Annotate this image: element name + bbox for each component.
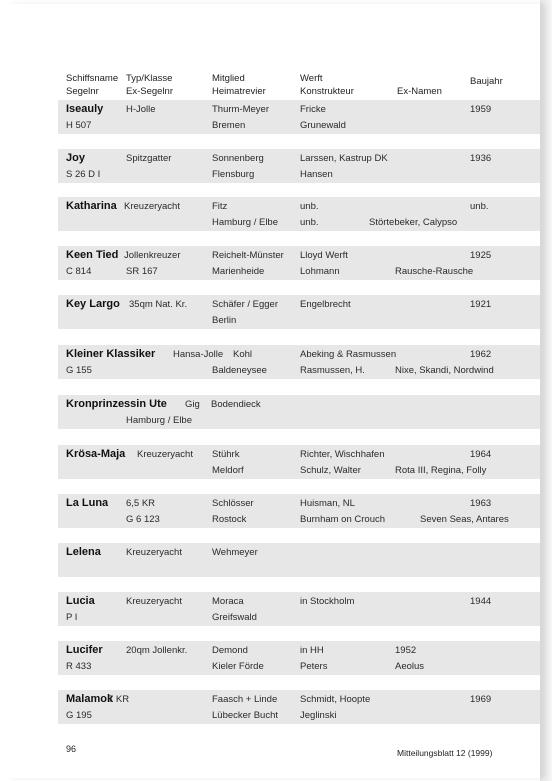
cell-revier: Greifswald xyxy=(212,612,257,623)
cell-member: Moraca xyxy=(212,596,244,607)
cell-baujahr: 1969 xyxy=(470,694,492,705)
cell-member: Fitz xyxy=(212,201,228,212)
cell-member: Sonnenberg xyxy=(212,153,264,164)
cell-exsegel: G 6 123 xyxy=(126,514,160,525)
cell-konstr: Hansen xyxy=(300,169,333,180)
header-werft: Werft xyxy=(300,73,323,84)
cell-werft: Lloyd Werft xyxy=(300,250,348,261)
page-edge-shadow xyxy=(540,0,552,781)
cell-name: Joy xyxy=(66,152,85,164)
cell-exnamen: Nixe, Skandi, Nordwind xyxy=(395,365,494,376)
cell-werft: Larssen, Kastrup DK xyxy=(300,153,388,164)
cell-konstr: unb. xyxy=(300,217,319,228)
cell-name: Krösa-Maja xyxy=(66,448,126,460)
cell-revier: Baldeneysee xyxy=(212,365,267,376)
header-schiffsname: Schiffsname xyxy=(66,73,119,84)
cell-segelnr: R 433 xyxy=(66,661,92,672)
cell-werft: Fricke xyxy=(300,104,326,115)
cell-werft: Richter, Wischhafen xyxy=(300,449,385,460)
cell-name: Kleiner Klassiker xyxy=(66,348,156,360)
cell-konstr: Jeglinski xyxy=(300,710,337,721)
cell-name: Key Largo xyxy=(66,298,120,310)
cell-konstr: Burnham on Crouch xyxy=(300,514,386,525)
cell-name: Lucifer xyxy=(66,644,103,656)
cell-name: La Luna xyxy=(66,497,109,509)
cell-exnamen: Rota III, Regina, Folly xyxy=(395,465,487,476)
cell-member: Thurm-Meyer xyxy=(212,104,270,115)
cell-werft: Abeking & Rasmussen xyxy=(300,349,397,360)
cell-revier: Bremen xyxy=(212,120,246,131)
cell-revier: Hamburg / Elbe xyxy=(126,415,193,426)
cell-werft: Engelbrecht xyxy=(300,299,351,310)
cell-segelnr: C 814 xyxy=(66,266,92,277)
cell-member: Wehmeyer xyxy=(212,547,258,558)
cell-werft: Huisman, NL xyxy=(300,498,355,509)
cell-baujahr: 1962 xyxy=(470,349,492,360)
cell-werft: Schmidt, Hoopte xyxy=(300,694,371,705)
cell-baujahr: 1936 xyxy=(470,153,492,164)
cell-revier: Meldorf xyxy=(212,465,244,476)
publication-name: Mitteilungsblatt 12 (1999) xyxy=(397,748,493,758)
cell-type: Jollenkreuzer xyxy=(124,250,181,261)
cell-type: 6,5 KR xyxy=(126,498,156,509)
cell-segelnr: G 155 xyxy=(66,365,92,376)
cell-type: H-Jolle xyxy=(126,104,156,115)
cell-segelnr: G 195 xyxy=(66,710,92,721)
cell-type: Kreuzeryacht xyxy=(124,201,180,212)
cell-revier: Berlin xyxy=(212,315,237,326)
header-heimatrevier: Heimatrevier xyxy=(212,86,266,97)
cell-revier: Kieler Förde xyxy=(212,661,264,672)
cell-type: Spitzgatter xyxy=(126,153,172,164)
cell-baujahr: 1959 xyxy=(470,104,492,115)
cell-segelnr: P I xyxy=(66,612,78,623)
cell-name: Iseauly xyxy=(66,103,104,115)
cell-segelnr: H 507 xyxy=(66,120,92,131)
cell-werft: in HH xyxy=(300,645,324,656)
cell-member: Bodendieck xyxy=(211,399,261,410)
cell-member: Stührk xyxy=(212,449,240,460)
cell-type: Kreuzeryacht xyxy=(137,449,193,460)
cell-name: Keen Tied xyxy=(66,249,119,261)
cell-baujahr: 1921 xyxy=(470,299,492,310)
cell-member: Demond xyxy=(212,645,248,656)
header-segelnr: Segelnr xyxy=(66,86,99,97)
page-number: 96 xyxy=(66,744,77,754)
cell-name: Kronprinzessin Ute xyxy=(66,398,167,410)
header-ex-segelnr: Ex-Segelnr xyxy=(126,86,173,97)
cell-name: Katharina xyxy=(66,200,117,212)
cell-konstr: Lohmann xyxy=(300,266,340,277)
cell-type: 7 KR xyxy=(108,694,130,705)
cell-type: 35qm Nat. Kr. xyxy=(129,299,188,310)
cell-member: Faasch + Linde xyxy=(212,694,278,705)
cell-type: Kreuzeryacht xyxy=(126,547,182,558)
cell-baujahr: unb. xyxy=(470,201,489,212)
cell-werft: in Stockholm xyxy=(300,596,355,607)
cell-revier: Hamburg / Elbe xyxy=(212,217,279,228)
cell-member: Schäfer / Egger xyxy=(212,299,279,310)
cell-exnamen: Seven Seas, Antares xyxy=(420,514,509,525)
cell-werft: unb. xyxy=(300,201,319,212)
cell-member: Schlösser xyxy=(212,498,254,509)
cell-revier: Rostock xyxy=(212,514,247,525)
cell-exsegel: SR 167 xyxy=(126,266,158,277)
cell-exnamen: Aeolus xyxy=(395,661,425,672)
header-mitglied: Mitglied xyxy=(212,73,245,84)
cell-baujahr: 1925 xyxy=(470,250,492,261)
cell-konstr: Rasmussen, H. xyxy=(300,365,365,376)
table-row xyxy=(58,690,540,724)
cell-member: Reichelt-Münster xyxy=(212,250,284,261)
cell-konstr: Peters xyxy=(300,661,328,672)
cell-name: Malamok xyxy=(66,693,114,705)
cell-revier: Lübecker Bucht xyxy=(212,710,279,721)
cell-segelnr: S 26 D I xyxy=(66,169,101,180)
cell-member: Kohl xyxy=(233,349,253,360)
cell-type: Hansa-Jolle xyxy=(173,349,224,360)
cell-baujahr: 1963 xyxy=(470,498,492,509)
cell-konstr: Grunewald xyxy=(300,120,346,131)
cell-revier: Marienheide xyxy=(212,266,265,277)
cell-konstr: Schulz, Walter xyxy=(300,465,361,476)
cell-baujahr: 1964 xyxy=(470,449,492,460)
header-baujahr: Baujahr xyxy=(470,76,503,87)
cell-name: Lucia xyxy=(66,595,95,607)
cell-baujahr: 1944 xyxy=(470,596,492,607)
cell-exnamen: Rausche-Rausche xyxy=(395,266,474,277)
cell-revier: Flensburg xyxy=(212,169,255,180)
header-konstrukteur: Konstrukteur xyxy=(300,86,354,97)
header-ex-namen: Ex-Namen xyxy=(397,86,442,97)
cell-type: 20qm Jollenkr. xyxy=(126,645,188,656)
header-typ-klasse: Typ/Klasse xyxy=(126,73,173,84)
cell-exnamen: Störtebeker, Calypso xyxy=(369,217,458,228)
cell-type: Kreuzeryacht xyxy=(126,596,182,607)
cell-baujahr: 1952 xyxy=(395,645,417,656)
cell-name: Lelena xyxy=(66,546,101,558)
cell-type: Gig xyxy=(185,399,200,410)
